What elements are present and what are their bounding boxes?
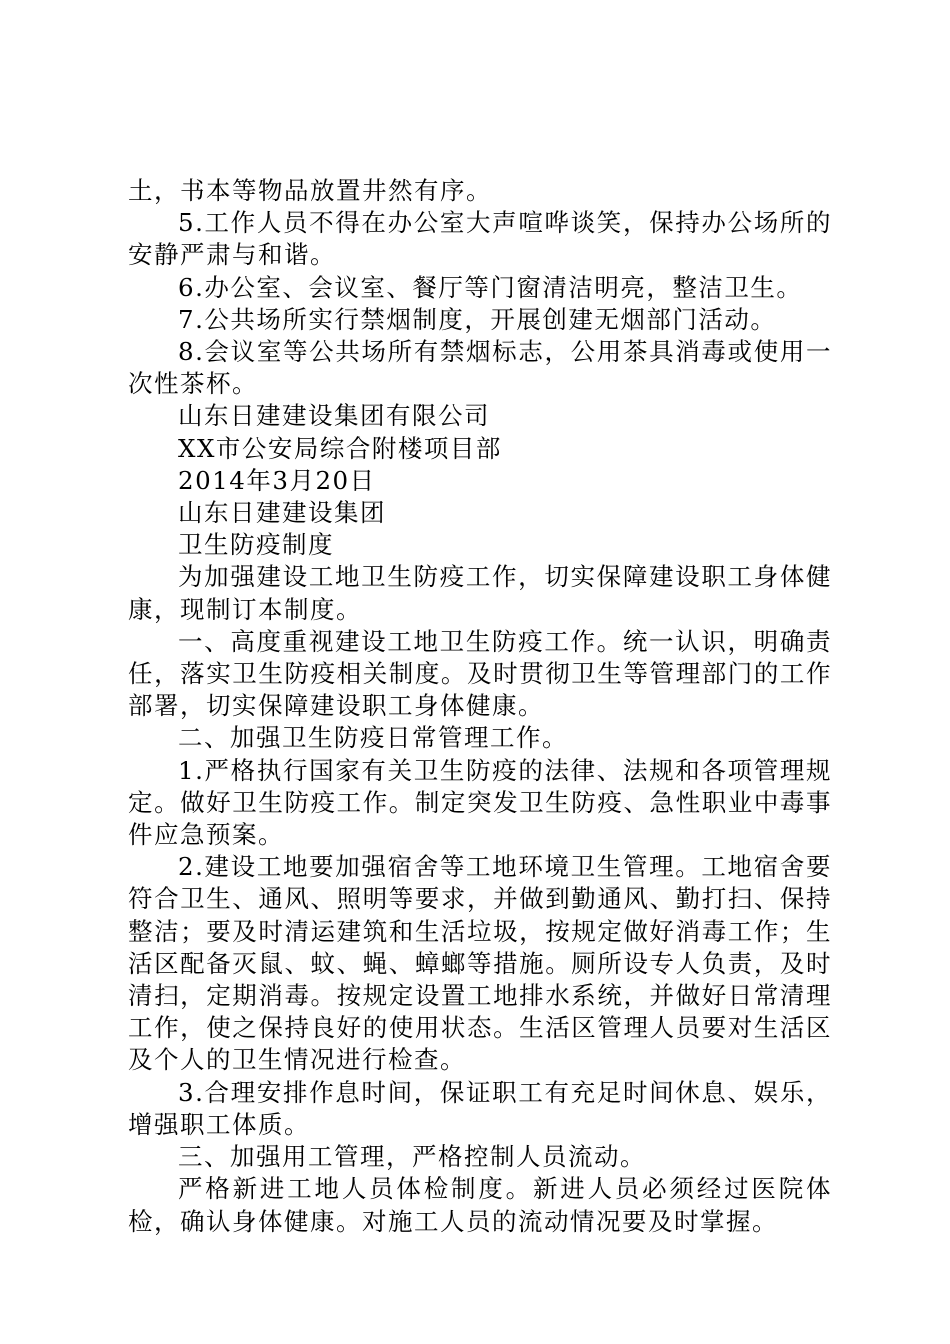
paragraph: 7.公共场所实行禁烟制度，开展创建无烟部门活动。 bbox=[178, 304, 777, 334]
paragraph: 8.会议室等公共场所有禁烟标志，公用茶具消毒或使用一次性茶杯。 bbox=[128, 337, 832, 399]
paragraph: 6.办公室、会议室、餐厅等门窗清洁明亮，整洁卫生。 bbox=[178, 272, 803, 302]
company-name: 山东日建建设集团有限公司 bbox=[178, 401, 490, 431]
paragraph: 1.严格执行国家有关卫生防疫的法律、法规和各项管理规定。做好卫生防疫工作。制定突发卫生防疫、急性职业中毒事件应急预案。 bbox=[128, 755, 832, 850]
project-department: XX市公安局综合附楼项目部 bbox=[178, 433, 502, 463]
paragraph: 严格新进工地人员体检制度。新进人员必须经过医院体检，确认身体健康。对施工人员的流动情况要及时掌握。 bbox=[128, 1174, 832, 1236]
paragraph: 二、加强卫生防疫日常管理工作。 bbox=[178, 723, 568, 753]
paragraph: 土，书本等物品放置井然有序。 bbox=[128, 176, 492, 205]
group-name: 山东日建建设集团 bbox=[178, 498, 386, 528]
paragraph: 5.工作人员不得在办公室大声喧哗谈笑，保持办公场所的安静严肃与和谐。 bbox=[128, 208, 832, 270]
document-body bbox=[128, 175, 832, 1238]
date: 2014年3月20日 bbox=[178, 465, 376, 495]
paragraph: 为加强建设工地卫生防疫工作，切实保障建设职工身体健康，现制订本制度。 bbox=[128, 562, 832, 624]
paragraph: 2.建设工地要加强宿舍等工地环境卫生管理。工地宿舍要符合卫生、通风、照明等要求，并做到勤通风、勤打扫、保持整洁；要及时清运建筑和生活垃圾，按规定做好消毒工作；生活区配备灭鼠、蚊、蝇、蟑螂等措施。厕所设专人负责，及时清扫，定期消毒。按规定设置工地排水系统，并做好日常清理工作，使之保持良好的使用状态。生活区管理人员要对生活区及个人的卫生情况进行检查。 bbox=[128, 852, 832, 1075]
paragraph: 3.合理安排作息时间，保证职工有充足时间休息、娱乐，增强职工体质。 bbox=[128, 1077, 832, 1139]
paragraph: 一、高度重视建设工地卫生防疫工作。统一认识，明确责任，落实卫生防疫相关制度。及时贯彻卫生等管理部门的工作部署，切实保障建设职工身体健康。 bbox=[128, 626, 832, 721]
section-title: 卫生防疫制度 bbox=[178, 530, 334, 560]
paragraph: 三、加强用工管理，严格控制人员流动。 bbox=[178, 1142, 646, 1172]
